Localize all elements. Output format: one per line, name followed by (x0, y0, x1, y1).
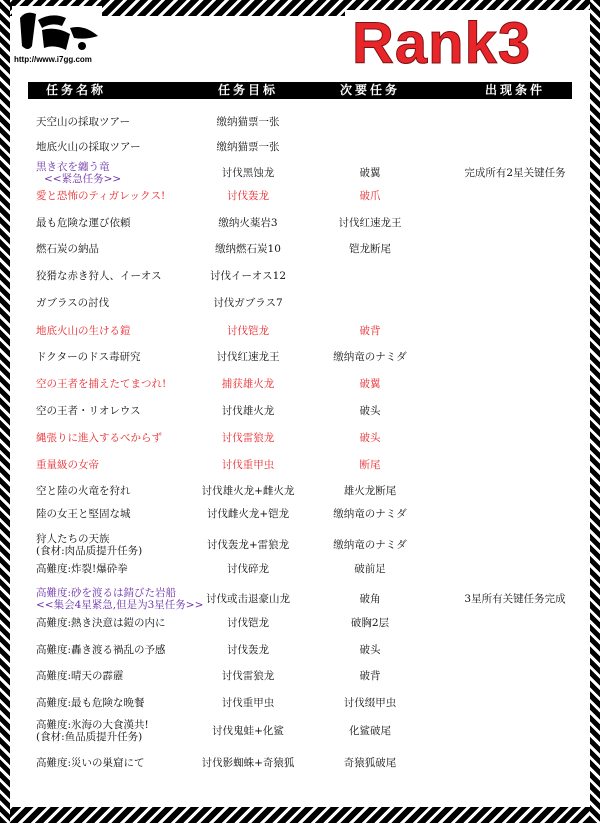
quest-name: 縄張りに進入するべからず (36, 432, 162, 444)
quest-target: 讨伐铠龙 (227, 325, 269, 337)
quest-name: 黒き衣を纏う竜 (36, 161, 110, 173)
site-logo (12, 6, 102, 56)
sub-task: 破角 (359, 593, 381, 605)
quest-target: 讨伐雄火龙 (221, 405, 275, 417)
quest-target: 讨伐影蜘蛛+奇猿狐 (201, 757, 295, 769)
quest-name: 地底火山の採取ツアー (36, 141, 141, 153)
quest-target: 讨伐轰龙+雷狼龙 (206, 539, 290, 551)
sub-task: 破背 (359, 670, 381, 682)
quest-name-note: (食材:肉品质提升任务) (36, 545, 143, 557)
header-appear-condition: 出现条件 (484, 83, 545, 97)
sub-task: 铠龙断尾 (349, 243, 391, 255)
sub-task: 破头 (359, 405, 381, 417)
quest-target: 讨伐雷狼龙 (221, 432, 275, 444)
sub-task: 破爪 (359, 190, 381, 202)
quest-target: 讨伐雄火龙+雌火龙 (201, 485, 295, 497)
quest-target: 捕获雄火龙 (221, 378, 275, 390)
quest-target: 讨伐或击退豪山龙 (206, 593, 290, 605)
quest-name: 天空山の採取ツアー (36, 116, 131, 128)
sub-task: 破头 (359, 644, 381, 656)
quest-name: 最も危険な運び依頼 (36, 217, 131, 229)
sub-task: 讨伐红速龙王 (338, 217, 402, 229)
quest-target: 讨伐黑蚀龙 (221, 167, 275, 179)
sub-task: 破胸2层 (350, 617, 390, 629)
sub-task: 断尾 (359, 459, 381, 471)
quest-name: 重量級の女帝 (36, 459, 99, 471)
quest-name: 高難度:氷海の大食漢共! (36, 719, 149, 731)
sub-task: 缴纳竜のナミダ (333, 539, 407, 551)
quest-name: 愛と恐怖のティガレックス! (36, 190, 166, 202)
quest-name: 地底火山の生ける鎧 (36, 325, 131, 337)
quest-target: 讨伐轰龙 (227, 190, 269, 202)
sub-task: 破背 (359, 325, 381, 337)
quest-name: 空の王者・リオレウス (36, 405, 141, 417)
quest-name: 狩人たちの天族 (36, 533, 110, 545)
header-sub-task: 次要任务 (339, 83, 400, 97)
quest-target: 讨伐碎龙 (227, 563, 269, 575)
sub-task: 破翼 (359, 167, 381, 179)
quest-target: 讨伐轰龙 (227, 644, 269, 656)
quest-name: 高難度:災いの巣窟にて (36, 757, 145, 769)
quest-target: 讨伐イーオス12 (209, 270, 287, 282)
quest-target: 讨伐鬼蛙+化鲨 (212, 725, 284, 737)
quest-target: 缴纳猫票一张 (216, 141, 280, 153)
quest-target: 讨伐红速龙王 (216, 351, 280, 363)
quest-name-note: <<集会4星紧急,但是为3星任务>> (36, 599, 204, 611)
quest-name: 高難度:轟き渡る禍乱の予感 (36, 644, 166, 656)
quest-name: 燃石炭の納品 (36, 243, 99, 255)
sub-task: 破前足 (354, 563, 386, 575)
quest-target: 讨伐铠龙 (227, 617, 269, 629)
sub-task: 缴纳竜のナミダ (333, 508, 407, 520)
quest-target: 缴纳火薬岩3 (218, 217, 278, 229)
quest-target: 讨伐雌火龙+铠龙 (206, 508, 290, 520)
quest-name: 高難度:晴天の霹靂 (36, 670, 124, 682)
site-url: http://www.i7gg.com (14, 55, 92, 64)
quest-target: 讨伐雷狼龙 (221, 670, 275, 682)
quest-target: 缴纳猫票一张 (216, 116, 280, 128)
quest-target: 讨伐重甲虫 (221, 459, 275, 471)
decorative-border-right (590, 0, 600, 823)
sub-task: 雄火龙断尾 (343, 485, 397, 497)
decorative-border-bottom (0, 807, 600, 823)
sub-task: 破头 (359, 432, 381, 444)
quest-name: 高難度:炸裂!爆砕拳 (36, 563, 128, 575)
decorative-border-left (0, 0, 10, 823)
quest-target: 缴纳燃石炭10 (215, 243, 281, 255)
sub-task: 奇猿狐破尾 (343, 757, 397, 769)
sub-task: 讨伐缀甲虫 (343, 697, 397, 709)
quest-name: 陸の女王と堅固な城 (36, 508, 131, 520)
quest-name: 空の王者を捕えたてまつれ! (36, 378, 167, 390)
appear-condition: 3星所有关键任务完成 (464, 593, 566, 605)
sub-task: 破翼 (359, 378, 381, 390)
quest-name-note: <<紧急任务>> (44, 173, 122, 185)
appear-condition: 完成所有2星关键任务 (464, 167, 566, 179)
header-quest-name: 任务名称 (45, 83, 106, 97)
sub-task: 缴纳竜のナミダ (333, 351, 407, 363)
quest-name: 高難度:熱き決意は鎧の内に (36, 617, 166, 629)
header-quest-target: 任务目标 (217, 83, 278, 97)
quest-name: 狡猾な赤き狩人、イーオス (36, 270, 162, 282)
sub-task: 化鲨破尾 (349, 725, 391, 737)
quest-target: 讨伐ガブラス7 (213, 297, 283, 309)
quest-name: 高難度:砂を渡るは錆びた岩船 (36, 587, 177, 599)
rank-title: Rank3 (352, 11, 532, 76)
quest-name: 空と陸の火竜を狩れ (36, 485, 131, 497)
quest-name-note: (食材:鱼品质提升任务) (36, 731, 143, 743)
quest-name: ガブラスの討伐 (36, 297, 110, 309)
quest-name: ドクターのドス毒研究 (36, 351, 141, 363)
quest-name: 高難度:最も危険な晩餐 (36, 697, 145, 709)
quest-target: 讨伐重甲虫 (221, 697, 275, 709)
